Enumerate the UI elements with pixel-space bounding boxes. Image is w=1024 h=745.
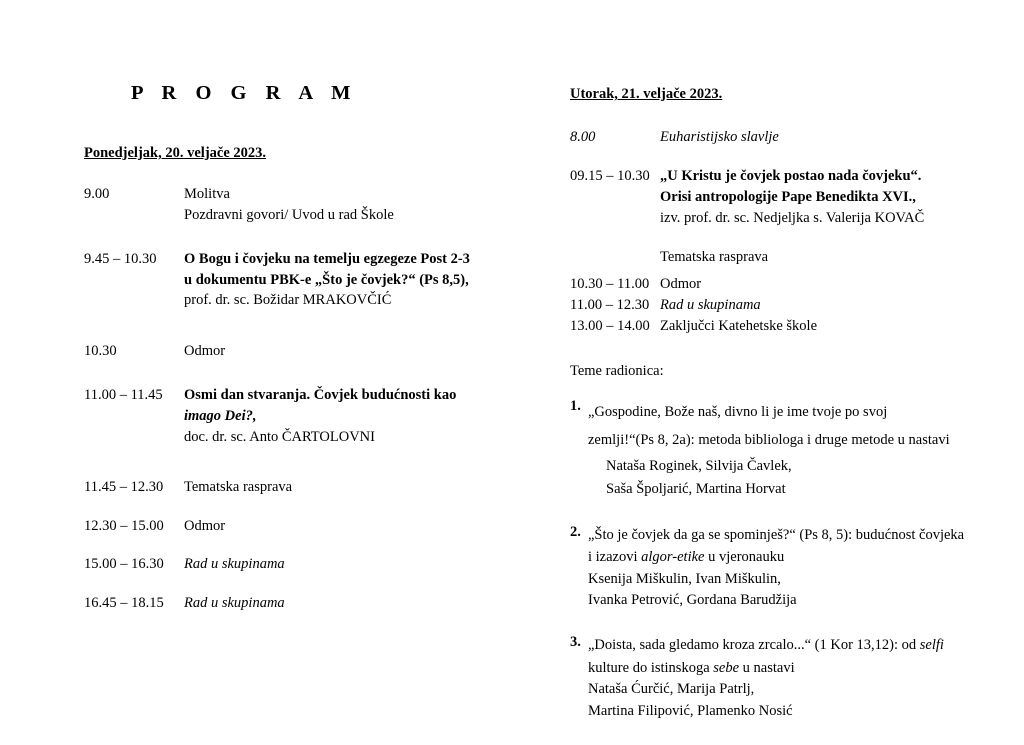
schedule-body xyxy=(660,295,970,316)
workshop-author: Ivanka Petrović, Gordana Barudžija xyxy=(588,592,797,609)
tuesday-schedule xyxy=(570,127,970,337)
day-heading-tuesday: Utorak, 21. veljače 2023. xyxy=(570,86,723,102)
workshop-text-part-italic: algor-etike xyxy=(641,549,705,566)
schedule-row xyxy=(84,516,484,537)
workshop-author: Nataša Ćurčić, Marija Patrlj, xyxy=(588,681,755,697)
workshop-number: 2. xyxy=(570,523,581,540)
workshop-author: Martina Filipović, Plamenko Nosić xyxy=(588,702,793,719)
schedule-line: prof. dr. sc. Božidar MRAKOVČIĆ xyxy=(184,292,392,309)
schedule-row xyxy=(84,477,484,498)
schedule-time: 16.45 – 18.15 xyxy=(84,594,164,611)
schedule-line: Pozdravni govori/ Uvod u rad Škole xyxy=(184,206,394,223)
workshop-line xyxy=(588,657,970,679)
schedule-line: Tematska rasprava xyxy=(660,249,769,266)
schedule-body xyxy=(660,166,970,229)
schedule-row xyxy=(84,341,484,362)
schedule-row xyxy=(84,184,484,225)
schedule-body xyxy=(184,593,484,614)
schedule-line: Odmor xyxy=(184,517,226,534)
workshop-line: „Gospodine, Bože naš, divno li je ime tvoje po svoj xyxy=(588,404,888,421)
workshop-text-part: „Doista, sada gledamo kroza zrcalo...“ (1 Kor 13,12): od xyxy=(588,637,920,654)
schedule-time: 8.00 xyxy=(570,129,596,145)
schedule-line: imago Dei?, xyxy=(184,408,257,425)
schedule-body xyxy=(184,516,484,537)
schedule-row xyxy=(84,593,484,614)
schedule-body xyxy=(184,184,484,225)
schedule-line: Zaključci Katehetske škole xyxy=(660,318,818,335)
workshop-line: zemlji!“(Ps 8, 2a): metoda bibliologa i druge metode u nastavi xyxy=(588,432,950,449)
workshop-line xyxy=(588,634,970,656)
schedule-body xyxy=(184,477,484,498)
page-title: P R O G R A M xyxy=(131,82,358,104)
workshop-text-part: u nastavi xyxy=(739,659,795,676)
schedule-row xyxy=(84,385,484,447)
schedule-time: 12.30 – 15.00 xyxy=(84,517,164,534)
workshops-label: Teme radionica: xyxy=(570,363,664,380)
workshop-number: 3. xyxy=(570,634,581,651)
schedule-line: O Bogu i čovjeku na temelju egzegeze Post 2-3 xyxy=(184,251,470,268)
workshop-text-part: u vjeronauku xyxy=(704,549,785,566)
schedule-body xyxy=(660,127,970,148)
workshop-text-part-italic: selfi xyxy=(919,637,944,654)
schedule-line: Odmor xyxy=(660,276,702,293)
schedule-body xyxy=(184,249,484,311)
schedule-line: Odmor xyxy=(184,342,226,359)
schedule-time: 10.30 – 11.00 xyxy=(570,276,650,293)
schedule-row xyxy=(570,316,970,337)
workshop-line: „Što je čovjek da ga se spominješ?“ (Ps 8, 5): budućnost čovjeka xyxy=(588,526,965,543)
right-column xyxy=(570,0,970,745)
schedule-line: u dokumentu PBK-e „Što je čovjek?“ (Ps 8,5), xyxy=(184,271,469,288)
schedule-body xyxy=(660,274,970,295)
schedule-body xyxy=(184,341,484,362)
schedule-body xyxy=(660,247,970,268)
list-item xyxy=(570,398,970,502)
schedule-time: 9.45 – 10.30 xyxy=(84,251,157,268)
schedule-line: Tematska rasprava xyxy=(184,479,293,496)
workshop-body xyxy=(588,398,970,502)
schedule-body xyxy=(184,385,484,447)
schedule-line: Molitva xyxy=(184,186,230,202)
schedule-time: 15.00 – 16.30 xyxy=(84,556,164,573)
schedule-time: 10.30 xyxy=(84,342,117,359)
workshop-author: Saša Špoljarić, Martina Horvat xyxy=(606,481,786,498)
schedule-time: 9.00 xyxy=(84,186,110,202)
schedule-time: 09.15 – 10.30 xyxy=(570,168,650,185)
schedule-line: Orisi antropologije Pape Benedikta XVI., xyxy=(660,189,916,206)
workshop-text-part: kulture do istinskoga xyxy=(588,659,714,676)
monday-schedule xyxy=(84,184,484,614)
schedule-line: izv. prof. dr. sc. Nedjeljka s. Valerija KOVAČ xyxy=(660,210,925,227)
list-item xyxy=(570,524,970,612)
schedule-body xyxy=(184,554,484,575)
schedule-line: Euharistijsko slavlje xyxy=(660,129,779,145)
schedule-time: 11.00 – 11.45 xyxy=(84,387,163,404)
schedule-time: 13.00 – 14.00 xyxy=(570,318,650,335)
list-item xyxy=(570,634,970,722)
schedule-row xyxy=(570,274,970,295)
workshop-author: Ksenija Miškulin, Ivan Miškulin, xyxy=(588,570,781,587)
schedule-line: Rad u skupinama xyxy=(660,297,761,314)
schedule-line: Rad u skupinama xyxy=(184,594,285,611)
day-heading-monday: Ponedjeljak, 20. veljače 2023. xyxy=(84,145,267,161)
schedule-line: Osmi dan stvaranja. Čovjek budućnosti kao xyxy=(184,387,457,404)
schedule-time: 11.45 – 12.30 xyxy=(84,479,164,496)
schedule-line: doc. dr. sc. Anto ČARTOLOVNI xyxy=(184,428,375,445)
left-column xyxy=(84,0,484,614)
schedule-row xyxy=(84,554,484,575)
schedule-row xyxy=(570,127,970,148)
workshop-number: 1. xyxy=(570,398,581,415)
schedule-line: Rad u skupinama xyxy=(184,556,285,573)
schedule-line: „U Kristu je čovjek postao nada čovjeku“. xyxy=(660,168,922,185)
schedule-row xyxy=(570,247,970,268)
workshop-text-part: i izazovi xyxy=(588,549,642,566)
workshop-text-part-italic: sebe xyxy=(713,659,740,676)
schedule-row xyxy=(570,295,970,316)
workshop-body xyxy=(588,524,970,612)
workshops-list xyxy=(570,398,970,722)
workshop-author: Nataša Roginek, Silvija Čavlek, xyxy=(606,457,792,474)
schedule-row xyxy=(84,249,484,311)
schedule-row xyxy=(570,166,970,229)
workshop-body xyxy=(588,634,970,722)
workshop-line xyxy=(588,546,970,568)
schedule-time: 11.00 – 12.30 xyxy=(570,297,650,314)
schedule-body xyxy=(660,316,970,337)
